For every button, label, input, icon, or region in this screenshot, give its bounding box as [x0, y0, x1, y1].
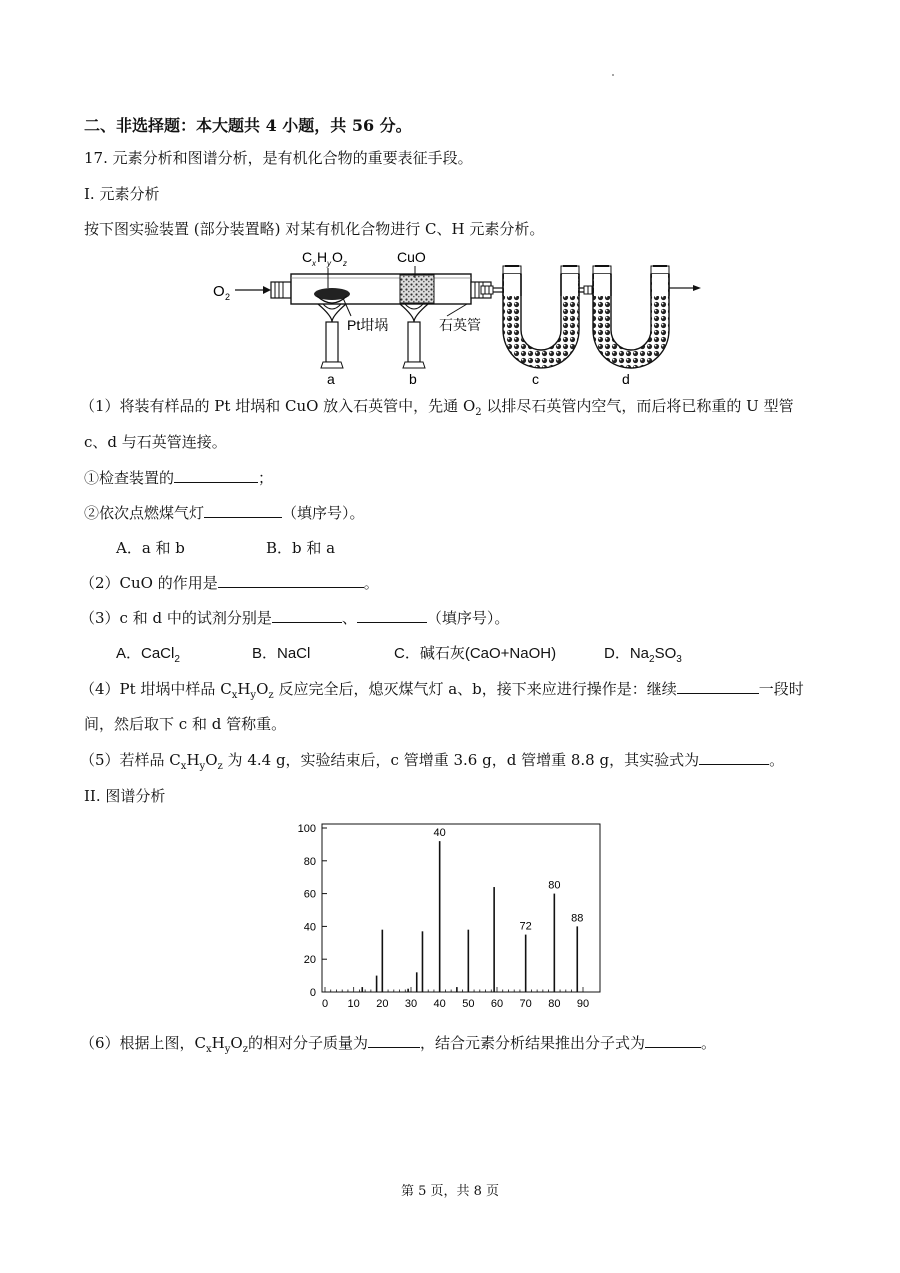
crucible-label: Pt坩埚 — [347, 317, 389, 333]
q6-line: （6）根据上图，$C_xH_yO_z$的相对分子质量为 ，结合元素分析结果推出分子式为 。 — [80, 1034, 717, 1055]
chart-frame — [322, 824, 600, 992]
answer-blank-7[interactable] — [699, 750, 769, 765]
answer-blank-3[interactable] — [218, 573, 364, 588]
burner-b — [400, 304, 428, 368]
corner-dot — [612, 74, 614, 76]
label-a: a — [327, 371, 335, 387]
label-d: d — [622, 371, 630, 387]
u-tube-d — [593, 266, 669, 368]
svg-text:z: z — [343, 259, 347, 268]
q4-line1: （4）Pt 坩埚中样品 $C_xH_yO_z$ 反应完全后，熄灭煤气灯 a、b，接下来应进行操作是：继续 一段时 — [80, 680, 804, 701]
svg-text:x: x — [312, 259, 316, 268]
answer-blank-4[interactable] — [272, 608, 342, 623]
part1-title: I. 元素分析 — [84, 185, 160, 203]
question-intro: 17. 元素分析和图谱分析，是有机化合物的重要表征手段。 — [84, 149, 473, 167]
svg-text:2: 2 — [225, 292, 231, 302]
y-tick-label: 100 — [297, 823, 316, 835]
q3-option-b: B．NaCl — [252, 645, 311, 662]
part1-intro: 按下图实验装置 (部分装置略) 对某有机化合物进行 C、H 元素分析。 — [84, 220, 545, 238]
peak-label: 88 — [571, 912, 584, 925]
peak-label: 40 — [433, 827, 446, 840]
x-tick-label: 80 — [548, 998, 561, 1010]
y-tick-label: 80 — [303, 855, 316, 868]
o2-arrow-head — [263, 286, 271, 294]
x-tick-label: 40 — [433, 998, 446, 1010]
q2-line: （2）CuO 的作用是 。 — [80, 574, 379, 592]
q1-line2: c、d 与石英管连接。 — [84, 433, 227, 451]
y-tick-label: 20 — [303, 954, 316, 967]
svg-text:O: O — [213, 283, 225, 300]
y-tick-label: 60 — [303, 888, 316, 901]
quartz-leader-line — [447, 304, 467, 316]
burner-a — [318, 304, 346, 368]
section-heading: 二、非选择题：本大题共 4 小题，共 56 分。 — [84, 116, 412, 135]
apparatus-diagram — [205, 238, 705, 388]
quartz-tube — [271, 274, 491, 304]
q4-line2: 间，然后取下 c 和 d 管称重。 — [84, 715, 287, 733]
answer-blank-2[interactable] — [204, 503, 282, 518]
o2-label — [213, 283, 230, 302]
y-tick-label: 0 — [309, 987, 316, 999]
cuo-packing — [400, 275, 434, 303]
x-tick-label: 90 — [576, 998, 590, 1010]
x-tick-label: 20 — [376, 998, 389, 1010]
q3-line: （3）c 和 d 中的试剂分别是 、 （填序号）。 — [80, 609, 510, 627]
svg-text:y: y — [327, 259, 331, 268]
svg-text:O: O — [332, 249, 343, 265]
q1-option-b: B．b 和 a — [266, 539, 336, 557]
sample-formula-label — [302, 249, 347, 268]
x-tick-label: 70 — [519, 998, 532, 1010]
cuo-label: CuO — [397, 249, 426, 265]
q3-option-c: C．碱石灰(CaO+NaOH) — [394, 645, 557, 662]
x-tick-label: 60 — [490, 998, 504, 1010]
peak-label: 80 — [548, 879, 561, 892]
mass-spectrum-chart — [280, 820, 620, 1020]
q3-option-a: A．CaCl$_2$ — [116, 645, 180, 665]
answer-blank-5[interactable] — [357, 608, 427, 623]
label-c: c — [532, 371, 539, 387]
page-footer: 第 5 页，共 8 页 — [400, 1184, 500, 1199]
svg-text:H: H — [317, 249, 328, 265]
x-tick-label: 30 — [404, 998, 418, 1010]
label-b: b — [409, 371, 417, 387]
q1-option-a: A．a 和 b — [116, 539, 185, 557]
answer-blank-6[interactable] — [677, 679, 759, 694]
u-tube-c — [503, 266, 579, 368]
q1-sub1: ①检查装置的 ； — [84, 469, 274, 487]
x-tick-label: 10 — [347, 998, 360, 1010]
q1-sub2: ②依次点燃煤气灯 （填序号）。 — [84, 504, 365, 522]
answer-blank-9[interactable] — [645, 1033, 701, 1048]
svg-text:C: C — [302, 249, 313, 265]
peak-label: 72 — [519, 920, 532, 933]
y-tick-label: 40 — [303, 921, 316, 934]
outlet-arrow-head — [693, 285, 701, 291]
answer-blank-1[interactable] — [174, 468, 258, 483]
part2-title: II. 图谱分析 — [84, 787, 166, 805]
q1-options — [116, 538, 335, 558]
q3-options — [116, 644, 682, 670]
x-tick-label: 50 — [462, 998, 475, 1010]
q1-line1: （1）将装有样品的 Pt 坩埚和 CuO 放入石英管中，先通 $O_2$ 以排尽石英管内空气，而后将已称重的 U 型管 — [80, 397, 794, 418]
q5-line: （5）若样品 $C_xH_yO_z$ 为 4.4 g，实验结束后，c 管增重 3.6 g，d 管增重 8.8 g，其实验式为 。 — [80, 751, 785, 772]
x-tick-label: 0 — [321, 998, 329, 1010]
tube-connector-1 — [481, 286, 505, 294]
quartz-label: 石英管 — [439, 317, 481, 333]
answer-blank-8[interactable] — [368, 1033, 420, 1048]
q3-option-d: D．$Na_2SO_3$ — [604, 645, 682, 665]
